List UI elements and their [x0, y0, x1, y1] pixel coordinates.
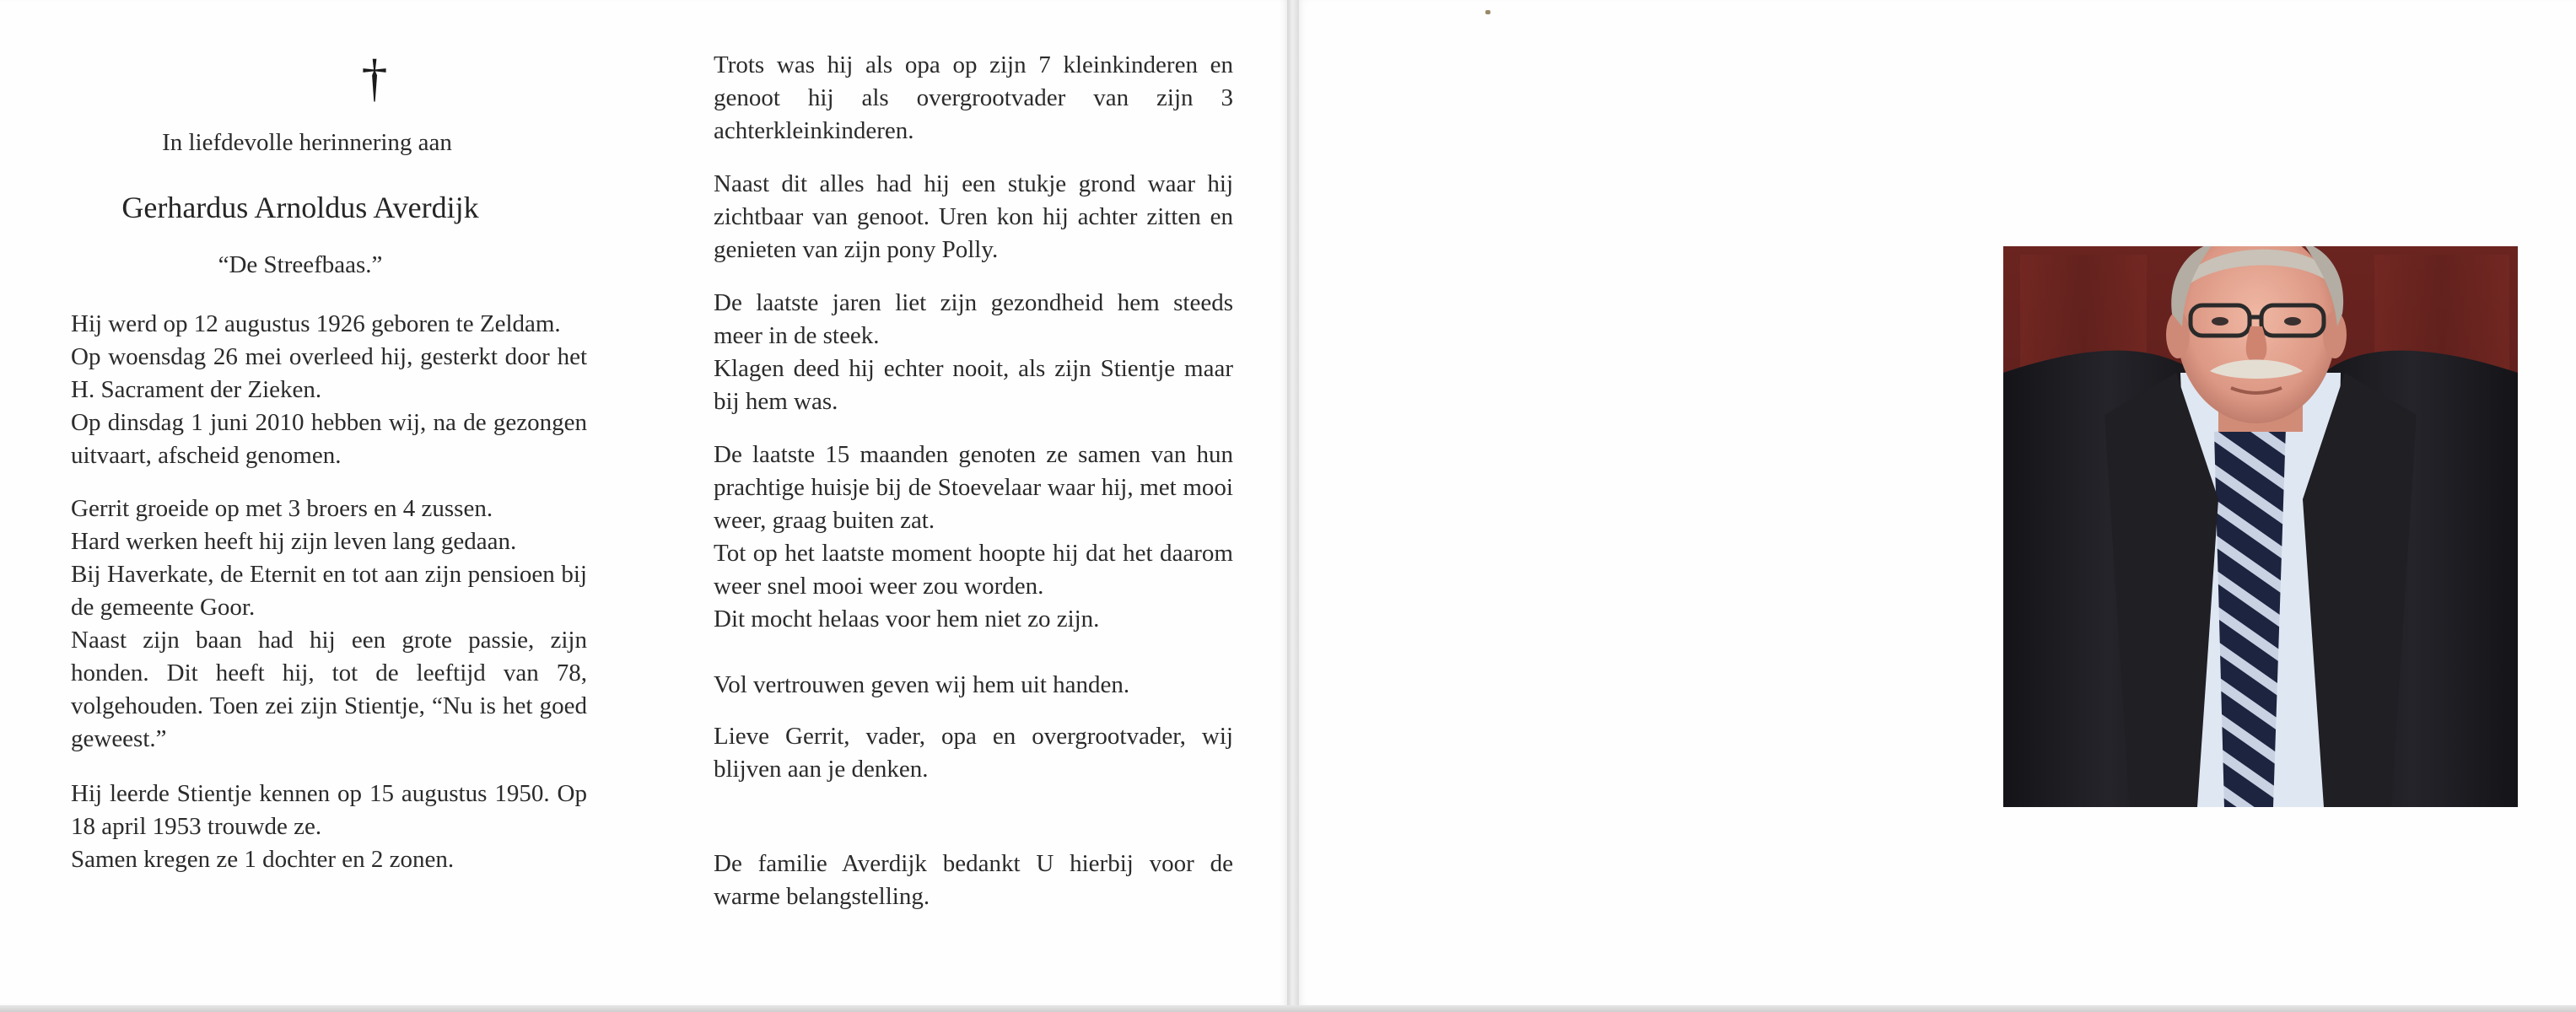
nickname: “De Streefbaas.” [218, 251, 383, 278]
employers-paragraph: Bij Haverkate, de Eternit en tot aan zijn pensioen bij de gemeente Goor. [71, 561, 587, 621]
deceased-name: Gerhardus Arnoldus Averdijk [121, 191, 479, 224]
card-fold [1287, 0, 1299, 1012]
biography-block-life [71, 493, 587, 756]
trust-line: Vol vertrouwen geven wij hem uit handen. [714, 671, 1130, 698]
complaining-paragraph: Klagen deed hij echter nooit, als zijn Stientje maar bij hem was. [714, 355, 1233, 415]
death-paragraph: Op woensdag 26 mei overleed hij, gesterkt door het H. Sacrament der Zieken. [71, 343, 587, 403]
left-page [0, 0, 1288, 1005]
land-paragraph: Naast dit alles had hij een stukje grond waar hij zichtbaar van genoot. Uren kon hij achter zitten en genieten van zijn pony Polly. [714, 170, 1233, 263]
hope-paragraph: Tot op het laatste moment hoopte hij dat het daarom weer snel mooi weer zou worden. [714, 540, 1233, 600]
intro-text: In liefdevolle herinnering aan [162, 129, 452, 156]
card-bottom-edge [0, 1005, 2576, 1012]
dogs-paragraph: Naast zijn baan had hij een grote passie, zijn honden. Dit heeft hij, tot de leeftijd van 78, volgehouden. Toen zei zijn Stientje, “Nu is het goed geweest.” [71, 627, 587, 752]
thanks-paragraph: De familie Averdijk bedankt U hierbij voor de warme belangstelling. [714, 850, 1233, 910]
cross-icon: † [361, 50, 388, 107]
right-text-column [714, 49, 1233, 913]
right-page [1299, 0, 2576, 1005]
marriage-paragraph: Hij leerde Stientje kennen op 15 augustus 1950. Op 18 april 1953 trouwde ze. [71, 780, 587, 840]
portrait-photo [2003, 246, 2518, 807]
birth-paragraph: Hij werd op 12 augustus 1926 geboren te Zeldam. [71, 310, 561, 337]
health-block [714, 287, 1233, 418]
left-text-column [71, 49, 587, 876]
grandchildren-paragraph: Trots was hij als opa op zijn 7 kleinkinderen en genoot hij als overgrootvader van zijn 3 achterkleinkinderen. [714, 51, 1233, 144]
biography-block-marriage [71, 778, 587, 876]
last-months-block [714, 439, 1233, 636]
children-line: Samen kregen ze 1 dochter en 2 zonen. [71, 846, 455, 873]
farewell-paragraph: Lieve Gerrit, vader, opa en overgrootvader, wij blijven aan je denken. [714, 723, 1233, 783]
work-line: Hard werken heeft hij zijn leven lang gedaan. [71, 528, 517, 555]
portrait-illustration [2003, 246, 2518, 807]
siblings-line: Gerrit groeide op met 3 broers en 4 zussen. [71, 495, 493, 522]
funeral-paragraph: Op dinsdag 1 juni 2010 hebben wij, na de gezongen uitvaart, afscheid genomen. [71, 409, 587, 469]
not-to-be-line: Dit mocht helaas voor hem niet zo zijn. [714, 606, 1100, 632]
health-paragraph: De laatste jaren liet zijn gezondheid hem steeds meer in de steek. [714, 289, 1233, 349]
house-paragraph: De laatste 15 maanden genoten ze samen van hun prachtige huisje bij de Stoevelaar waar hij, met mooi weer, graag buiten zat. [714, 441, 1233, 534]
biography-block-birth-death [71, 308, 587, 472]
paper-speck [1485, 10, 1490, 14]
intro-line [71, 126, 587, 159]
